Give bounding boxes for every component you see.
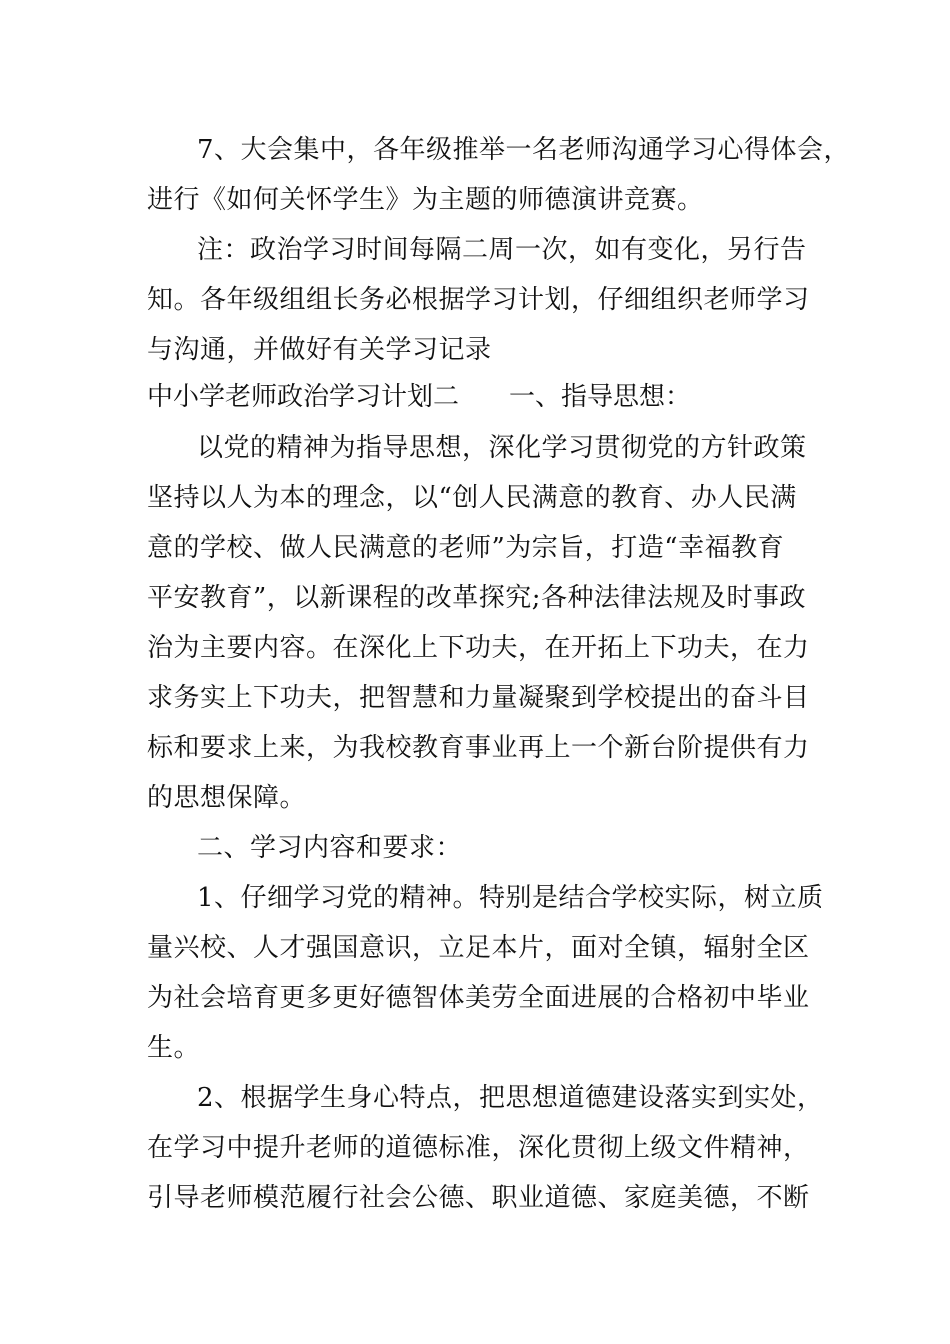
paragraph-line: 7、大会集中，各年级推举一名老师沟通学习心得体会， <box>197 135 851 165</box>
paragraph-line: 标和要求上来，为我校教育事业再上一个新台阶提供有力 <box>147 733 810 763</box>
paragraph-line: 求务实上下功夫，把智慧和力量凝聚到学校提出的奋斗目 <box>147 683 810 713</box>
paragraph-line: 与沟通，并做好有关学习记录 <box>147 335 492 365</box>
paragraph-line: 为社会培育更多更好德智体美劳全面进展的合格初中毕业 <box>147 983 810 1013</box>
paragraph-line: 意的学校、做人民满意的老师”为宗旨，打造“幸福教育 <box>147 533 785 563</box>
paragraph-line: 治为主要内容。在深化上下功夫，在开拓上下功夫，在力 <box>147 633 810 663</box>
paragraph-line: 知。各年级组组长务必根据学习计划，仔细组织老师学习 <box>147 285 810 315</box>
paragraph-line: 平安教育”，以新课程的改革探究;各种法律法规及时事政 <box>147 583 807 613</box>
section-heading <box>147 382 827 412</box>
paragraph-line: 在学习中提升老师的道德标准，深化贯彻上级文件精神， <box>147 1133 810 1163</box>
section-title: 一、指导思想： <box>509 382 692 412</box>
paragraph-line: 2、根据学生身心特点，把思想道德建设落实到实处， <box>197 1083 824 1113</box>
paragraph-line: 进行《如何关怀学生》为主题的师德演讲竞赛。 <box>147 185 704 215</box>
paragraph-line: 量兴校、人才强国意识，立足本片，面对全镇，辐射全区 <box>147 933 810 963</box>
paragraph-line: 坚持以人为本的理念，以“创人民满意的教育、办人民满 <box>147 483 797 513</box>
paragraph-line: 生。 <box>147 1033 201 1063</box>
paragraph-line: 二、学习内容和要求： <box>197 833 463 863</box>
paragraph-line: 以党的精神为指导思想，深化学习贯彻党的方针政策 <box>197 433 807 463</box>
paragraph-line: 注：政治学习时间每隔二周一次，如有变化，另行告 <box>197 235 807 265</box>
paragraph-line: 的思想保障。 <box>147 783 307 813</box>
paragraph-line: 1、仔细学习党的精神。特别是结合学校实际，树立质 <box>197 883 824 913</box>
paragraph-line: 引导老师模范履行社会公德、职业道德、家庭美德，不断 <box>147 1183 810 1213</box>
document-title: 中小学老师政治学习计划二 <box>147 382 460 412</box>
